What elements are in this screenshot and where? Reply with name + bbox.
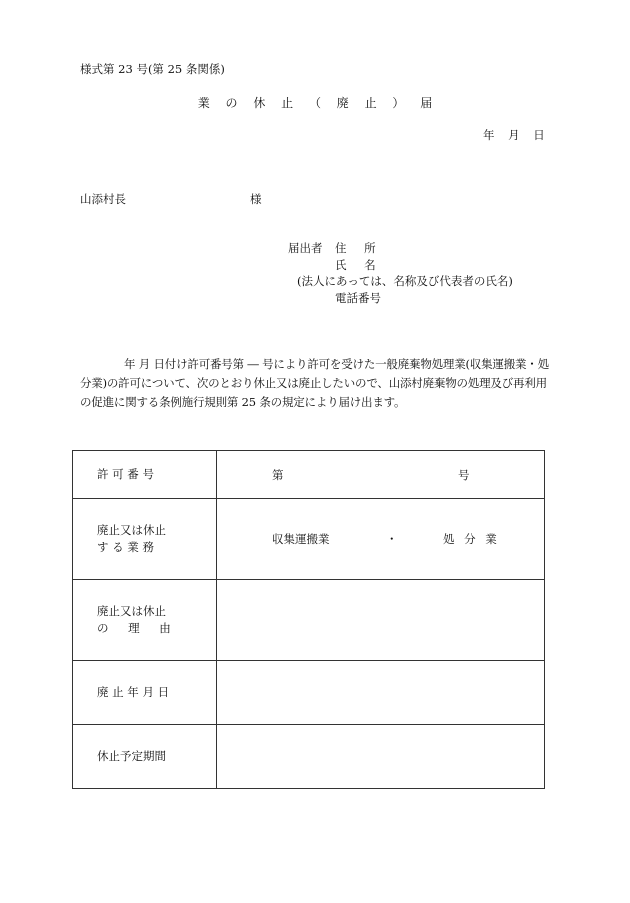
address-label: 住 所: [335, 241, 376, 255]
recipient-honorific: 様: [250, 192, 262, 206]
label-reason: [73, 580, 217, 661]
value-reason[interactable]: [217, 580, 545, 661]
label-reason-line1: 廃止又は休止: [97, 604, 166, 618]
body-paragraph: [80, 355, 555, 412]
label-business-line2: す る 業 務: [97, 540, 154, 554]
label-business-line1: 廃止又は休止: [97, 523, 166, 537]
permit-number-prefix: 第: [272, 467, 284, 482]
label-business: [73, 499, 217, 580]
table-row-abolition-date: [73, 661, 545, 725]
document-title: 業 の 休 止 （ 廃 止 ） 届: [197, 96, 433, 110]
body-text: 年 月 日付け許可番号第 ― 号により許可を受けた一般廃棄物処理業(収集運搬業・処分業)の許可について、次のとおり休止又は廃止したいので、山添村廃棄物の処理及び再利用の促進に関する条例施行規則第 25 条の規定により届け出ます。: [80, 357, 549, 409]
name-label: 氏 名: [335, 257, 376, 272]
disposal-option: 処 分 業: [443, 532, 497, 546]
label-reason-line2: の 理 由: [97, 621, 171, 635]
collection-transport-option: 収集運搬業: [272, 532, 330, 546]
value-suspension-period[interactable]: [217, 725, 545, 789]
value-abolition-date[interactable]: [217, 661, 545, 725]
permit-table: [72, 450, 545, 789]
table-row-business: [73, 499, 545, 580]
option-separator: ・: [386, 532, 398, 546]
table-row-permit-number: [73, 451, 545, 499]
label-suspension-period: 休止予定期間: [73, 725, 217, 789]
applicant-label: 届出者: [288, 241, 323, 255]
table-row-suspension-period: [73, 725, 545, 789]
value-business: [217, 499, 545, 580]
permit-number-suffix: 号: [458, 467, 470, 482]
date-line: 年 月 日: [483, 128, 545, 142]
recipient-name: 山添村長: [80, 192, 126, 206]
value-permit-number: [217, 451, 545, 499]
form-number: 様式第 23 号(第 25 条関係): [80, 62, 225, 76]
corporate-note: (法人にあっては、名称及び代表者の氏名): [297, 274, 513, 288]
phone-label: 電話番号: [335, 290, 381, 305]
table-row-reason: [73, 580, 545, 661]
label-permit-number: 許 可 番 号: [73, 451, 217, 499]
label-abolition-date: 廃 止 年 月 日: [73, 661, 217, 725]
